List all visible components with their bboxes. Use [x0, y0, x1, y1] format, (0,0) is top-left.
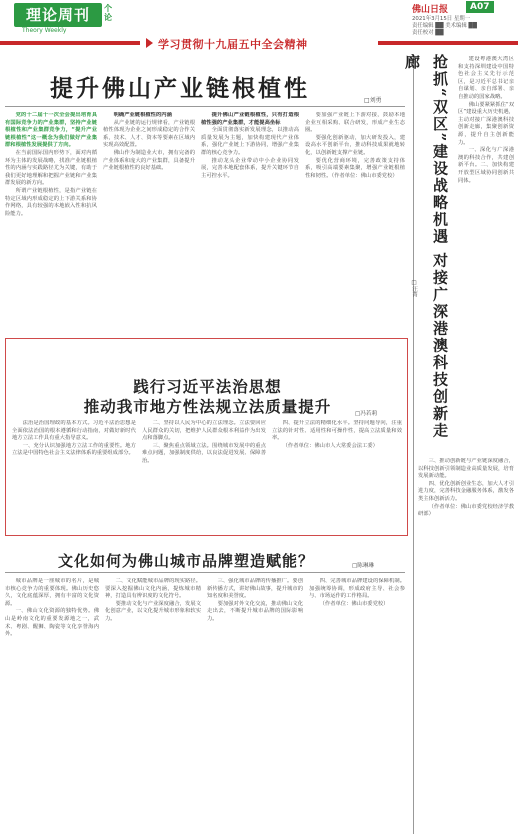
banner-text: 学习贯彻十九届五中全会精神: [158, 38, 308, 51]
article1-subhead: 提升佛山产业链根植性，只有打造根植性强的产业集群，才能提高坐标: [201, 112, 299, 126]
article2-paragraph: 三、聚焦重点领域立法。围绕城市发展中的重点难点问题，加强制度供给，以良法促进发展、保障善治。: [142, 442, 266, 464]
article4-column-1: [458, 56, 514, 452]
article3-paragraph: 一、佛山文化资源的独特优势。佛山是岭南文化的重要发源地之一，武术、粤剧、醒狮、陶瓷等文化享誉海内外。: [5, 608, 99, 638]
article3-paragraph: 二、文化赋能城市品牌的现实路径。要深入挖掘佛山文化内涵，提炼城市精神，打造具有辨识度的文化符号。: [105, 578, 201, 600]
article1-paragraph: 要优化营商环境，完善政策支持体系，吸引高端要素集聚，增强产业链根植性和韧性。（作者单位：佛山市委党校）: [305, 157, 405, 179]
divider: [5, 106, 405, 107]
section-mark: 个论: [104, 4, 112, 22]
article3-column-4: [309, 578, 405, 833]
article3-paragraph: 四、完善城市品牌建设的保障机制。加强统筹协调，形成政府主导、社会参与、市场运作的工作格局。: [309, 578, 405, 600]
column-divider: [413, 54, 414, 834]
article1-subhead: 明确产业链根植性的内涵: [113, 112, 172, 118]
banner-arrow-icon: [146, 38, 153, 48]
article2-paragraph: （作者单位：佛山市人大常委会法工委）: [282, 442, 378, 449]
article1-byline: □刘勇: [364, 97, 382, 104]
article1-column-1: [5, 112, 97, 332]
article1-paragraph: 在当前国际国内形势下，面对内循环为主体的发展战略，找准产业链根植性的内涵与实践路径尤为关键，有助于我们更好地理解和把握产业链和产业集群发展的新方向。: [5, 149, 97, 187]
article4-paragraph: 三、推动创新链与产业链深度融合，以科技创新引领制造业高质量发展，培育发展新动能。: [418, 458, 514, 480]
article4-column-2: [418, 458, 514, 833]
article3-paragraph: （作者单位：佛山市委党校）: [319, 600, 389, 607]
article2-title-line1: 践行习近平法治思想: [133, 377, 282, 396]
article3-paragraph: 要加强对外文化交流，推动佛山文化走出去，不断提升城市品牌的国际影响力。: [207, 600, 303, 622]
article1-column-2: [103, 112, 195, 332]
article3-column-3: [207, 578, 303, 833]
article3-paragraph: 城市品牌是一座城市的名片，是城市核心竞争力的重要体现。佛山历史悠久，文化底蕴深厚，拥有丰富的文化资源。: [5, 578, 99, 607]
article1-paragraph: 从产业链的运行规律看，产业链根植性体现为企业之间形成稳定的合作关系，技术、人才、资本等要素在区域内实现高效配置。: [103, 119, 195, 149]
article1-paragraph: 推动龙头企业带动中小企业协同发展，完善本地配套体系，提升关键环节自主可控水平。: [201, 157, 299, 179]
article4-title: 抢抓“双区”建设战略机遇 对接广深港澳科技创新走廊: [403, 54, 449, 440]
article4-paragraph: 建设粤港澳大湾区和支持深圳建设中国特色社会主义先行示范区，是习近平总书记亲自谋划、亲自部署、亲自推动的国家战略。: [458, 56, 514, 100]
article1-headline: 提升佛山产业链根植性: [50, 75, 310, 102]
masthead: [0, 0, 518, 36]
article2-column-2: [142, 420, 266, 530]
article3-paragraph: 三、强化城市品牌的传播推广。要创新传播方式，讲好佛山故事，提升城市的知名度和美誉度。: [207, 578, 303, 600]
article1-paragraph: 佛山作为制造业大市，拥有完备的产业体系和庞大的产业集群，具备提升产业链根植性的良好基础。: [103, 149, 195, 172]
article4-paragraph: 佛山要紧紧抓住“双区”建设重大历史机遇，主动对接广深港澳科技创新走廊，集聚创新资源，提升自主创新能力。: [458, 101, 514, 146]
article2-byline: □冯若莉: [355, 411, 378, 417]
editor-line: 责任编辑 ██ 美术编辑 ██: [412, 23, 477, 29]
article1-column-3: [201, 112, 299, 332]
article2-paragraph: 四、提升立法的精细化水平。坚持问题导向，注重立法的针对性、适用性和可操作性，提高立法质量和效率。: [272, 420, 402, 442]
article4-paragraph: （作者单位：佛山市委党校经济学教研部）: [418, 503, 514, 518]
article2-column-1: [12, 420, 136, 530]
article3-paragraph: 要推动文化与产业深度融合，发展文化创意产业，以文化提升城市形象和软实力。: [105, 600, 201, 622]
article4-byline: □汪菁: [411, 280, 417, 298]
banner-bar-left: [0, 41, 140, 45]
article1-paragraph: 要加强产业链上下游对接，鼓励本地企业互相采购、联合研发，形成产业生态圈。: [305, 112, 405, 134]
article2-paragraph: 法治是治国理政的基本方式。习近平法治思想是全面依法治国的根本遵循和行动指南，对做好新时代地方立法工作具有重大指导意义。: [12, 420, 136, 442]
article3-column-1: [5, 578, 99, 833]
paper-brand: 佛山日报: [412, 5, 449, 15]
article1-lead: 党的十二届十一次全会提出培育具有国际竞争力的产业集群，坚持产业链根植性和产业集群竞争力，“提升产业链根植性”这一概念为我们做好产业集群和根植性发展提供了方向。: [5, 112, 97, 149]
article1-paragraph: 全面贯彻落实新发展理念，以推动高质量发展为主题，加快构建现代产业体系，强化产业链上下游协同，增强产业集群的核心竞争力。: [201, 127, 299, 156]
theme-banner: [0, 36, 518, 50]
article1-paragraph: 所谓产业链根植性，是指产业链在特定区域内形成稳定的上下游关系和协作网络，具有较强的本地嵌入性和抗风险能力。: [5, 187, 97, 217]
article3-column-2: [105, 578, 201, 833]
article4-paragraph: 四、优化创新创业生态，加大人才引进力度，完善科技金融服务体系，激发各类主体创新活力。: [418, 480, 514, 502]
article1-paragraph: 要强化创新驱动，加大研发投入，建设高水平创新平台，推动科技成果就地转化，以创新链支撑产业链。: [305, 134, 405, 156]
divider: [5, 572, 405, 573]
article2-paragraph: 二、坚持以人民为中心的立法理念。立法要回应人民群众的关切，把维护人民群众根本利益作为出发点和落脚点。: [142, 420, 266, 442]
article3-headline: 文化如何为佛山城市品牌塑造赋能？: [58, 552, 315, 570]
article3-byline: □陈琳琳: [352, 563, 375, 569]
article2-title-line2: 推动我市地方性法规立法质量提升: [83, 397, 332, 416]
article4-paragraph: 一、深化与广深港澳的科技合作，共建创新平台。二、加快构建开放型区域协同创新共同体。: [458, 147, 514, 184]
article2-column-3: [272, 420, 402, 530]
article1-column-4: [305, 112, 405, 332]
proof-line: 责任校对 ██: [412, 30, 444, 36]
page-number: A07: [466, 1, 494, 13]
section-logo-english: Theory Weekly: [22, 27, 67, 34]
date-line: 2021年3月15日 星期一: [412, 16, 471, 22]
article2-paragraph: 一、充分认识加强地方立法工作的重要性。地方立法是中国特色社会主义法律体系的重要组成部分。: [12, 442, 136, 457]
section-logo: 理论周刊: [14, 3, 102, 27]
banner-bar-right: [378, 41, 518, 45]
